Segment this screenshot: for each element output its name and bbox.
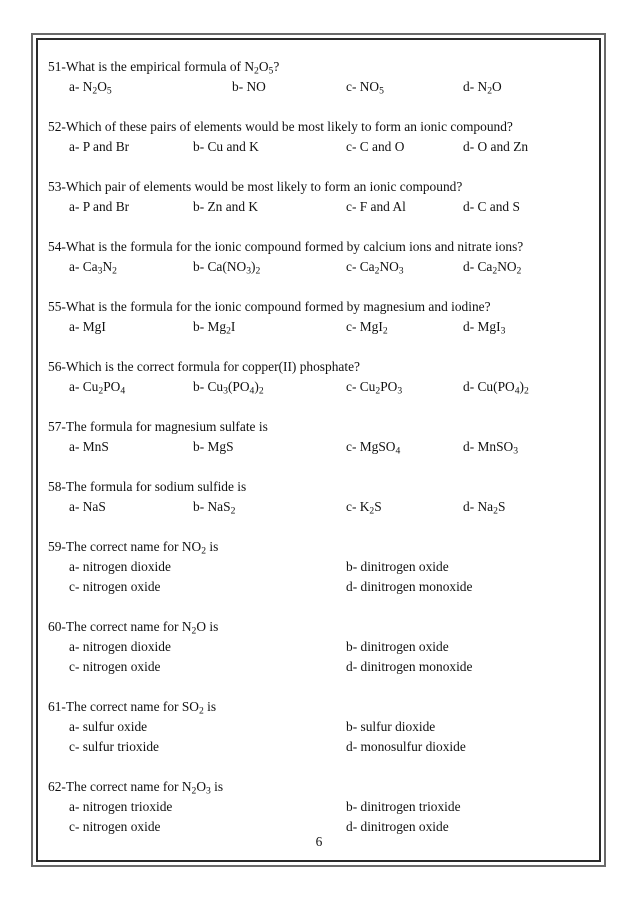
question-54 — [48, 237, 596, 297]
subscript: 2 — [524, 385, 529, 397]
text-run: a- sulfur oxide — [69, 719, 148, 734]
subscript: 5 — [379, 85, 384, 97]
text-run: c- C and O — [346, 139, 405, 154]
question-60 — [48, 617, 596, 697]
subscript: 5 — [268, 65, 274, 77]
option-b[interactable] — [193, 257, 260, 277]
text-run: a- Cu — [69, 379, 99, 394]
subscript: 2 — [516, 265, 522, 277]
spacer — [48, 277, 596, 297]
question-number: 57 — [48, 419, 62, 434]
spacer — [48, 597, 596, 617]
text-run: PO — [103, 379, 121, 394]
option-b[interactable] — [346, 797, 461, 817]
subscript: 4 — [249, 385, 255, 397]
text-run: What is the formula for the ionic compound formed by magnesium and iodine? — [65, 299, 491, 314]
subscript: 3 — [246, 265, 251, 277]
question-62 — [48, 777, 596, 837]
question-58 — [48, 477, 596, 537]
option-d[interactable] — [463, 437, 518, 457]
option-d[interactable] — [463, 137, 528, 157]
text-run: d- dinitrogen monoxide — [346, 579, 473, 594]
subscript: 4 — [514, 385, 520, 397]
text-run: b- dinitrogen trioxide — [346, 799, 461, 814]
option-b[interactable] — [232, 77, 266, 97]
subscript: 2 — [191, 625, 197, 637]
text-run: d- dinitrogen oxide — [346, 819, 449, 834]
question-text: 51-What is the empirical formula of $N_2O_5$? — [48, 59, 280, 77]
text-run: a- P and Br — [69, 199, 130, 214]
question-57 — [48, 417, 596, 477]
text-run: b- dinitrogen oxide — [346, 559, 449, 574]
text-run: (PO — [227, 379, 250, 394]
subscript: 3 — [398, 265, 404, 277]
text-run: What is the empirical formula of N — [65, 59, 255, 74]
subscript: 4 — [395, 445, 401, 457]
text-run: b- NO — [232, 79, 266, 94]
text-run: The correct name for N — [65, 619, 192, 634]
text-run: PO — [380, 379, 398, 394]
question-list — [48, 57, 596, 837]
text-run: Which pair of elements would be most likely to form an ionic compound? — [65, 179, 463, 194]
subscript: 2 — [369, 505, 375, 517]
option-c[interactable] — [346, 257, 404, 277]
text-run: The formula for magnesium sulfate is — [65, 419, 268, 434]
subscript: 3 — [397, 385, 403, 397]
option-a[interactable] — [69, 557, 171, 577]
text-run: O — [196, 779, 206, 794]
text-run: O — [258, 59, 269, 74]
subscript: 2 — [375, 385, 381, 397]
text-run: c- F and Al — [346, 199, 406, 214]
question-text: 61-The correct name for $SO_2$ is — [48, 699, 217, 717]
question-number: 56 — [48, 359, 62, 374]
subscript: 2 — [493, 505, 498, 517]
option-a[interactable] — [69, 137, 129, 157]
text-run: What is the formula for the ionic compound formed by calcium ions and nitrate ions? — [65, 239, 524, 254]
option-c[interactable] — [346, 197, 406, 217]
option-d[interactable] — [346, 577, 472, 597]
question-number: 55 — [48, 299, 62, 314]
subscript: 2 — [492, 265, 498, 277]
text-run: O — [492, 79, 502, 94]
subscript: 2 — [254, 65, 259, 77]
subscript: 2 — [112, 265, 117, 277]
question-number: 60 — [48, 619, 62, 634]
subscript: 2 — [191, 785, 197, 797]
subscript: 4 — [120, 385, 126, 397]
option-b[interactable] — [193, 437, 234, 457]
page-number: 6 — [315, 834, 323, 849]
question-number: 52 — [48, 119, 62, 134]
text-run: The formula for sodium sulfide is — [65, 479, 247, 494]
text-run: d- MgI — [463, 319, 501, 334]
subscript: 2 — [98, 385, 104, 397]
options-row — [48, 797, 596, 817]
option-b[interactable] — [193, 497, 235, 517]
question-text: 60-The correct name for $N_2O$ is — [48, 619, 219, 637]
subscript: 2 — [258, 385, 264, 397]
text-run: a- Ca — [69, 259, 98, 274]
option-d[interactable] — [346, 657, 472, 677]
option-d[interactable] — [463, 257, 521, 277]
option-a[interactable] — [69, 797, 172, 817]
option-a[interactable] — [69, 197, 129, 217]
question-text: 52-Which of these pairs of elements would be most likely to form an ionic compound? — [48, 119, 513, 134]
options-row — [48, 137, 596, 157]
question-53 — [48, 177, 596, 237]
question-number: 58 — [48, 479, 62, 494]
text-run: c- MgI — [346, 319, 383, 334]
question-number: 59 — [48, 539, 62, 554]
question-text: 54-What is the formula for the ionic compound formed by calcium ions and nitrate ions? — [48, 239, 524, 254]
text-run: c- MgSO — [346, 439, 396, 454]
option-b[interactable] — [193, 377, 264, 397]
question-text: 59-The correct name for $NO_2$ is — [48, 539, 219, 557]
subscript: 3 — [500, 325, 506, 337]
options-row — [48, 737, 596, 757]
subscript: 2 — [255, 265, 261, 277]
option-c[interactable] — [346, 317, 388, 337]
text-run: c- K — [346, 499, 370, 514]
option-a[interactable] — [69, 77, 112, 97]
question-55 — [48, 297, 596, 357]
text-run: b- Mg — [193, 319, 227, 334]
text-run: The correct name for SO — [65, 699, 199, 714]
options-row — [48, 437, 596, 457]
subscript: 2 — [201, 545, 206, 557]
text-run: ? — [273, 59, 280, 74]
options-row — [48, 317, 596, 337]
subscript: 2 — [382, 325, 388, 337]
question-number: 51 — [48, 59, 62, 74]
question-number: 61 — [48, 699, 62, 714]
text-run: The correct name for NO — [65, 539, 202, 554]
option-a[interactable] — [69, 437, 109, 457]
text-run: a- NaS — [69, 499, 106, 514]
text-run: c- Ca — [346, 259, 375, 274]
option-d[interactable] — [463, 497, 505, 517]
options-row — [48, 497, 596, 517]
text-run: a- P and Br — [69, 139, 130, 154]
text-run: Which is the correct formula for copper(II) phosphate? — [65, 359, 360, 374]
text-run: c- NO — [346, 79, 380, 94]
text-run: ) — [519, 379, 524, 394]
spacer — [48, 157, 596, 177]
question-59 — [48, 537, 596, 617]
text-run: O — [97, 79, 107, 94]
text-run: I — [230, 319, 236, 334]
subscript: 3 — [513, 445, 519, 457]
spacer — [48, 97, 596, 117]
option-d[interactable] — [463, 317, 505, 337]
subscript: 2 — [487, 85, 492, 97]
text-run: NO — [497, 259, 517, 274]
text-run: a- N — [69, 79, 93, 94]
text-run: d- MnSO — [463, 439, 514, 454]
text-run: a- MgI — [69, 319, 106, 334]
text-run: d- Cu(PO — [463, 379, 515, 394]
subscript: 5 — [106, 85, 112, 97]
question-text: 55-What is the formula for the ionic compound formed by magnesium and iodine? — [48, 299, 491, 314]
text-run: c- nitrogen oxide — [69, 659, 161, 674]
text-run: d- monosulfur dioxide — [346, 739, 466, 754]
option-c[interactable] — [69, 737, 159, 757]
text-run: d- O and Zn — [463, 139, 529, 154]
option-b[interactable] — [193, 317, 235, 337]
text-run: c- nitrogen oxide — [69, 819, 161, 834]
text-run: d- N — [463, 79, 488, 94]
text-run: b- dinitrogen oxide — [346, 639, 449, 654]
spacer — [48, 457, 596, 477]
question-61 — [48, 697, 596, 777]
text-run: is — [203, 699, 217, 714]
text-run: a- MnS — [69, 439, 109, 454]
spacer — [48, 757, 596, 777]
spacer — [48, 217, 596, 237]
question-56 — [48, 357, 596, 417]
question-text: 57-The formula for magnesium sulfate is — [48, 419, 268, 434]
spacer — [48, 677, 596, 697]
text-run: d- dinitrogen monoxide — [346, 659, 473, 674]
text-run: ) — [251, 259, 256, 274]
option-d[interactable] — [463, 197, 520, 217]
option-d[interactable] — [346, 737, 466, 757]
subscript: 3 — [206, 785, 211, 797]
options-row — [48, 717, 596, 737]
option-b[interactable] — [346, 637, 449, 657]
text-run: d- Ca — [463, 259, 493, 274]
option-a[interactable] — [69, 377, 125, 397]
question-52 — [48, 117, 596, 177]
option-c[interactable] — [346, 497, 382, 517]
option-c[interactable] — [69, 577, 160, 597]
subscript: 3 — [97, 265, 103, 277]
question-text: 58-The formula for sodium sulfide is — [48, 479, 247, 494]
text-run: a- nitrogen dioxide — [69, 639, 171, 654]
text-run: NO — [379, 259, 399, 274]
subscript: 2 — [226, 325, 231, 337]
options-row — [48, 657, 596, 677]
question-text: 56-Which is the correct formula for copper(II) phosphate? — [48, 359, 360, 374]
option-c[interactable] — [346, 437, 400, 457]
text-run: a- nitrogen dioxide — [69, 559, 171, 574]
options-row — [48, 257, 596, 277]
subscript: 2 — [230, 505, 236, 517]
question-number: 62 — [48, 779, 62, 794]
text-run: b- MgS — [193, 439, 234, 454]
text-run: O is — [196, 619, 219, 634]
option-d[interactable] — [463, 377, 529, 397]
options-row — [48, 77, 596, 97]
option-b[interactable] — [346, 557, 449, 577]
text-run: S — [497, 499, 506, 514]
text-run: d- Na — [463, 499, 494, 514]
subscript: 2 — [374, 265, 380, 277]
option-a[interactable] — [69, 257, 117, 277]
question-number: 54 — [48, 239, 62, 254]
options-row — [48, 377, 596, 397]
text-run: N — [102, 259, 113, 274]
option-b[interactable] — [193, 197, 258, 217]
text-run: b- Cu — [193, 379, 224, 394]
text-run: is — [210, 779, 224, 794]
text-run: b- NaS — [193, 499, 231, 514]
option-c[interactable] — [346, 377, 402, 397]
question-51 — [48, 57, 596, 117]
subscript: 3 — [223, 385, 228, 397]
options-row — [48, 577, 596, 597]
question-text: 53-Which pair of elements would be most likely to form an ionic compound? — [48, 179, 463, 194]
option-c[interactable] — [346, 137, 404, 157]
option-d[interactable] — [463, 77, 502, 97]
subscript: 2 — [92, 85, 98, 97]
option-c[interactable] — [69, 657, 160, 677]
text-run: ) — [254, 379, 259, 394]
text-run: The correct name for N — [65, 779, 192, 794]
text-run: d- C and S — [463, 199, 520, 214]
text-run: b- Zn and K — [193, 199, 259, 214]
text-run: c- nitrogen oxide — [69, 579, 161, 594]
text-run: Which of these pairs of elements would be most likely to form an ionic compound? — [65, 119, 513, 134]
question-number: 53 — [48, 179, 62, 194]
spacer — [48, 397, 596, 417]
text-run: b- sulfur dioxide — [346, 719, 436, 734]
subscript: 2 — [198, 705, 204, 717]
spacer — [48, 337, 596, 357]
spacer — [48, 517, 596, 537]
options-row — [48, 637, 596, 657]
options-row — [48, 557, 596, 577]
options-row — [48, 197, 596, 217]
option-b[interactable] — [346, 717, 435, 737]
question-text: 62-The correct name for $N_2O_3$ is — [48, 779, 224, 797]
text-run: b- Cu and K — [193, 139, 259, 154]
text-run: S — [374, 499, 382, 514]
text-run: is — [206, 539, 219, 554]
option-a[interactable] — [69, 497, 106, 517]
text-run: a- nitrogen trioxide — [69, 799, 173, 814]
option-c[interactable] — [346, 77, 384, 97]
text-run: c- sulfur trioxide — [69, 739, 159, 754]
option-b[interactable] — [193, 137, 259, 157]
option-a[interactable] — [69, 637, 171, 657]
option-a[interactable] — [69, 317, 106, 337]
text-run: c- Cu — [346, 379, 376, 394]
text-run: b- Ca(NO — [193, 259, 247, 274]
option-a[interactable] — [69, 717, 147, 737]
